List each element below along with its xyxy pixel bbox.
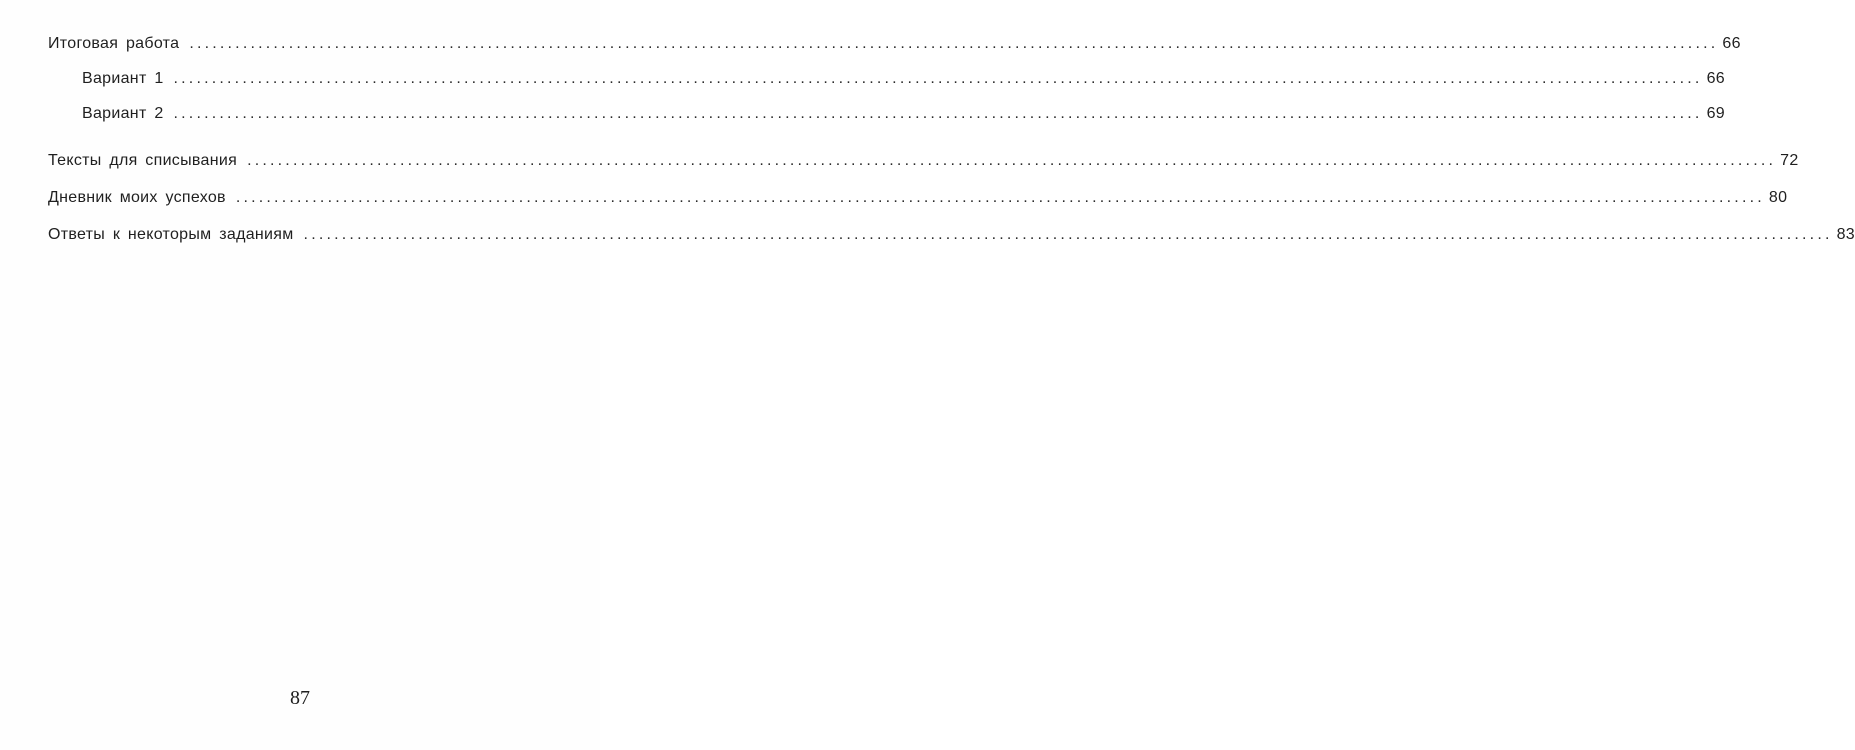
toc-entry-variant-2 [82,105,1725,129]
toc-entry-page: 69 [1706,105,1725,122]
dot-leader: ........................................................................................................................................................................................................ [303,226,1833,243]
dot-leader: ........................................................................................................................................................................................................ [189,35,1719,52]
page-number: 87 [290,687,310,709]
toc-entry-variant-1 [82,70,1725,94]
toc-entry-page: 72 [1780,152,1799,169]
toc-entry-copying-texts [48,152,1799,176]
toc-entry-label: Ответы к некоторым заданиям [48,226,294,243]
toc-entry-page: 66 [1722,35,1741,52]
toc-entry-page: 80 [1768,189,1788,206]
dot-leader: ........................................................................................................................................................................................................ [173,70,1703,87]
dot-leader: ........................................................................................................................................................................................................ [235,189,1765,206]
toc-entry-answers [48,226,1855,250]
toc-entry-label: Дневник моих успехов [48,189,226,206]
toc-entry-label: Вариант 2 [82,105,164,122]
toc-entry-label: Итоговая работа [48,35,180,52]
toc-entry-label: Вариант 1 [82,70,164,87]
toc-entry-page: 83 [1836,226,1855,243]
toc-entry-page: 66 [1706,70,1725,87]
dot-leader: ........................................................................................................................................................................................................ [173,105,1703,122]
toc-entry-label: Тексты для списывания [48,152,238,169]
toc-entry-final-work [48,35,1741,59]
toc-entry-success-diary [48,189,1788,213]
dot-leader: ........................................................................................................................................................................................................ [247,152,1777,169]
